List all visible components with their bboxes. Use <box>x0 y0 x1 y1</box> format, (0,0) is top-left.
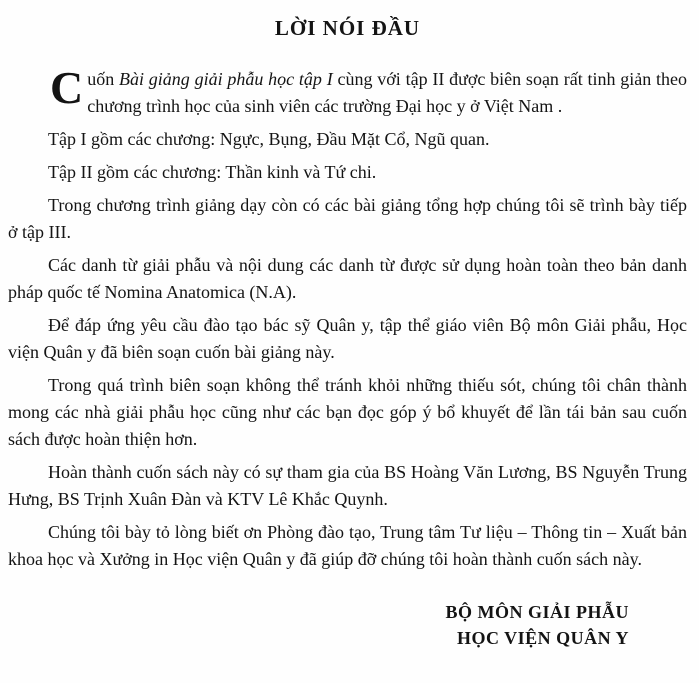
book-title-italic: Bài giảng giải phẫu học tập I <box>119 69 333 89</box>
paragraph-tap-3-plan: Trong chương trình giảng dạy còn có các bài giảng tổng hợp chúng tôi sẽ trình bày tiếp ở tập III. <box>8 195 687 242</box>
paragraph-thanks: Chúng tôi bày tỏ lòng biết ơn Phòng đào tạo, Trung tâm Tư liệu – Thông tin – Xuất bản khoa học và Xưởng in Học viện Quân y đã giúp đỡ chúng tôi hoàn thành cuốn sách này. <box>8 522 687 569</box>
intro-paragraph <box>8 62 688 120</box>
paragraph-purpose: Để đáp ứng yêu cầu đào tạo bác sỹ Quân y, tập thể giáo viên Bộ môn Giải phẫu, Học viện Quân y đã biên soạn cuốn bài giảng này. <box>8 315 687 362</box>
signature-institution: HỌC VIỆN QUÂN Y <box>456 628 629 648</box>
paragraph-apology: Trong quá trình biên soạn không thể tránh khỏi những thiếu sót, chúng tôi chân thành mong các nhà giải phẫu học cũng như các bạn đọc góp ý bổ khuyết để lần tái bản sau cuốn sách được hoàn thiện hơn. <box>8 375 687 449</box>
drop-cap: C <box>50 62 84 113</box>
paragraph-tap-2: Tập II gồm các chương: Thần kinh và Tứ chi. <box>48 162 377 182</box>
intro-rest-text: cùng với tập II được biên soạn rất tinh giản theo chương trình học của sinh viên các trường Đại học y ở Việt Nam . <box>87 69 688 116</box>
signature-department: BỘ MÔN GIẢI PHẪU <box>445 602 629 622</box>
paragraph-nomenclature: Các danh từ giải phẫu và nội dung các danh từ được sử dụng hoàn toàn theo bản danh pháp quốc tế Nomina Anatomica (N.A). <box>8 255 687 302</box>
paragraph-contributors: Hoàn thành cuốn sách này có sự tham gia của BS Hoàng Văn Lương, BS Nguyễn Trung Hưng, BS Trịnh Xuân Đàn và KTV Lê Khắc Quynh. <box>8 462 687 509</box>
paragraph-tap-1: Tập I gồm các chương: Ngực, Bụng, Đầu Mặt Cổ, Ngũ quan. <box>48 129 490 149</box>
intro-lead-text: uốn <box>87 69 120 89</box>
signature-block <box>8 599 629 651</box>
page-title: LỜI NÓI ĐẦU <box>274 16 421 40</box>
